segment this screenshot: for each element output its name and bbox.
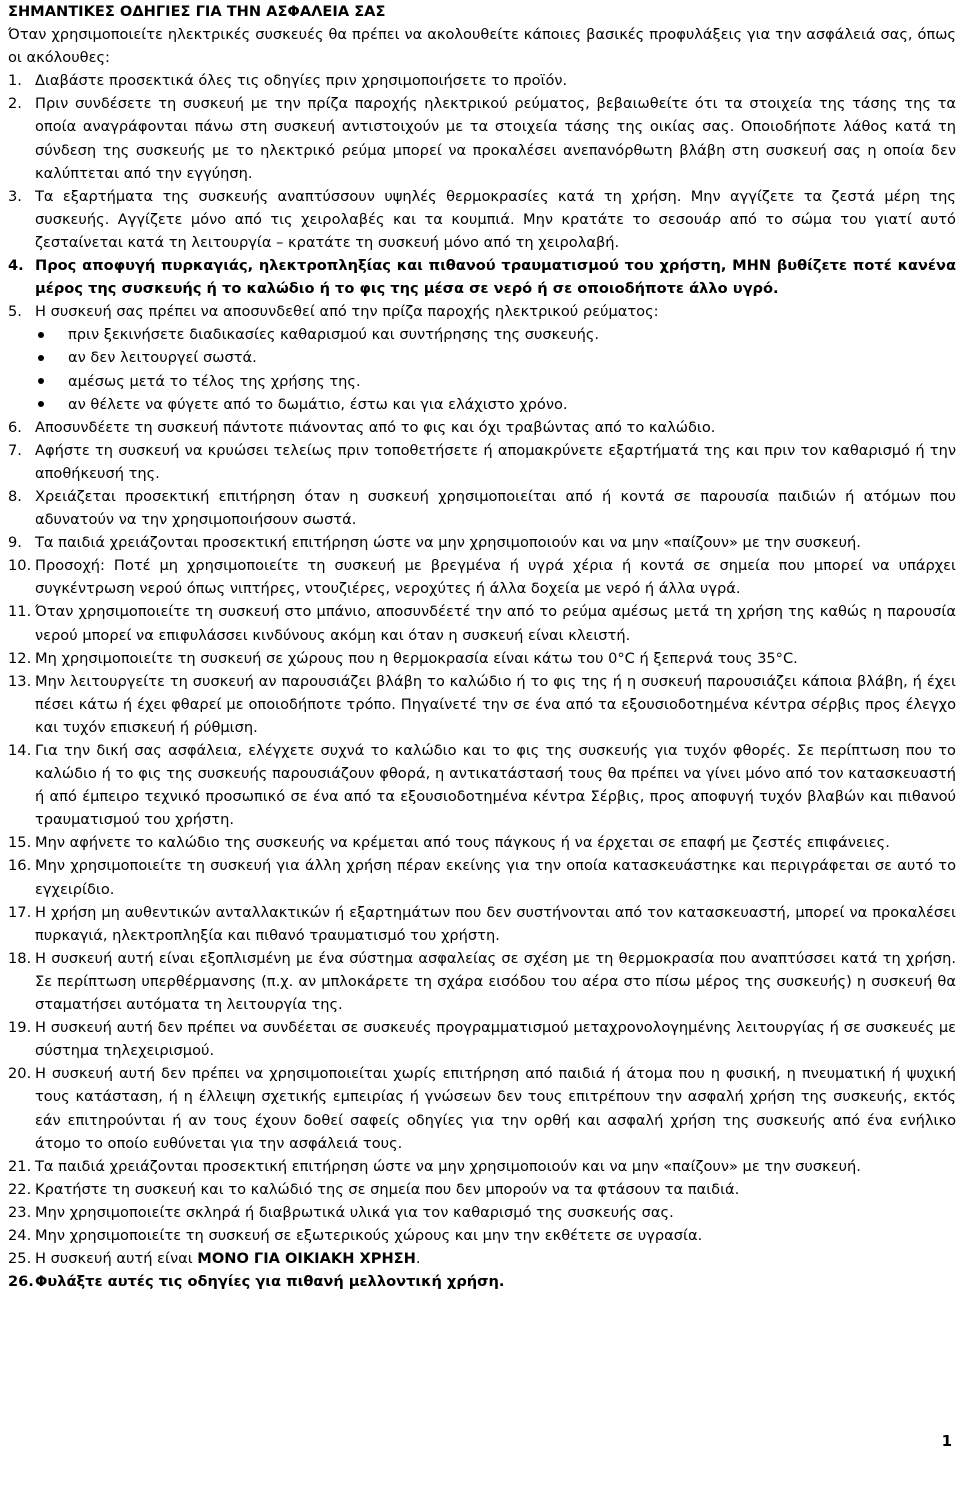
item-text: Μην αφήνετε το καλώδιο της συσκευής να κρέμεται από τους πάγκους ή να έρχεται σε επαφή με ζεστές επιφάνειες. (35, 834, 890, 852)
item-text: Αποσυνδέετε τη συσκευή πάντοτε πιάνοντας από το φις και όχι τραβώντας από το καλώδιο. (35, 418, 716, 436)
bullet-icon (35, 346, 68, 369)
item-number: 1. (8, 72, 22, 90)
item-number: 12. (8, 649, 32, 667)
item-text: Για την δική σας ασφάλεια, ελέγχετε συχνά το καλώδιο και το φις της συσκευής για τυχόν φθορές. Σε περίπτωση που το καλώδιο ή το φις της συσκευής παρουσιάζουν φθορά, η αντικατάστασή τους θα πρέπει να γίνει μόνο από τον κατασκευαστή ή από έμπειρο τεχνικό προσωπικό σε ένα από τα εξουσιοδοτημένα κέντρα Σέρβις, προς αποφυγή τυχόν βλαβών και πιθανού τραυματισμού του χρήστη. (35, 742, 956, 829)
item-text: Η χρήση μη αυθεντικών ανταλλακτικών ή εξαρτημάτων που δεν συστήνονται από τον κατασκευαστή, μπορεί να προκαλέσει πυρκαγιά, ηλεκτροπληξία και πιθανό τραυματισμό του χρήστη. (35, 903, 956, 944)
item-number: 22. (8, 1180, 32, 1198)
item-number: 24. (8, 1226, 32, 1244)
item-number: 14. (8, 742, 32, 759)
list-item (8, 416, 956, 439)
list-item (8, 69, 956, 92)
item-text: Τα παιδιά χρειάζονται προσεκτική επιτήρηση ώστε να μην χρησιμοποιούν και να μην «παίζουν» με την συσκευή. (35, 534, 861, 552)
bullet-item (35, 323, 956, 346)
item-text: Κρατήστε τη συσκευή και το καλώδιό της σε σημεία που δεν μπορούν να τα φτάσουν τα παιδιά. (35, 1180, 740, 1198)
item-number: 3. (8, 187, 22, 205)
bullet-text: αν δεν λειτουργεί σωστά. (68, 349, 257, 367)
item-number: 7. (8, 441, 22, 459)
list-item (8, 1062, 956, 1154)
list-item (8, 647, 956, 670)
list-item (8, 1224, 956, 1247)
list-item (8, 1201, 956, 1224)
item-text: Πριν συνδέσετε τη συσκευή με την πρίζα παροχής ηλεκτρικού ρεύματος, βεβαιωθείτε ότι τα στοιχεία της τάσης της τα οποία αναγράφονται πάνω στη συσκευή αντιστοιχούν με τα στοιχεία τάσης της οικίας σας. Οποιοδήποτε λάθος κατά τη σύνδεση της συσκευής με το ηλεκτρικό ρεύμα μπορεί να προκαλέσει ανεπανόρθωτη βλάβη στη συσκευή σας η οποία δεν καλύπτεται από την εγγύηση. (35, 95, 956, 182)
list-item (8, 485, 956, 531)
bullet-icon (35, 323, 68, 346)
item-number: 18. (8, 949, 32, 967)
item-text: Όταν χρησιμοποιείτε τη συσκευή στο μπάνιο, αποσυνδέετέ την από το ρεύμα αμέσως μετά τη χρήση της καθώς η παρουσία νερού μπορεί να επιφυλάσσει κινδύνους ακόμη και όταν η συσκευή είναι κλειστή. (35, 603, 956, 644)
list-item (8, 300, 956, 415)
bullet-text: αμέσως μετά το τέλος της χρήσης της. (68, 372, 361, 390)
list-item (8, 600, 956, 646)
item-number: 8. (8, 487, 22, 505)
item-text: Η συσκευή αυτή δεν πρέπει να χρησιμοποιείται χωρίς επιτήρηση από παιδιά ή άτομα που η φυσική, η πνευματική ή ψυχική τους κατάσταση, ή η έλλειψη σχετικής εμπειρίας ή γνώσεων δεν τους επιτρέπουν την ασφαλή χρήση της συσκευής, εκτός εάν επιτηρούνται ή αν τους έχουν δοθεί σαφείς οδηγίες για την ορθή και ασφαλή χρήση της συσκευής από ένα ενήλικο άτομο το οποίο ευθύνεται για την ασφάλειά τους. (35, 1065, 956, 1152)
item-text: Προσοχή: Ποτέ μη χρησιμοποιείτε τη συσκευή με βρεγμένα ή υγρά χέρια ή κοντά σε σημεία που μπορεί να υπάρχει συγκέντρωση νερού όπως νιπτήρες, ντουζιέρες, νεροχύτες ή άλλα δοχεία με νερό ή άλλα υγρά. (35, 557, 956, 598)
list-item (8, 854, 956, 900)
item-content (35, 300, 956, 415)
item-text: Μην χρησιμοποιείτε τη συσκευή για άλλη χρήση πέραν εκείνης για την οποία κατασκευάστηκε και περιγράφεται σε αυτό το εγχειρίδιο. (35, 857, 956, 898)
item-number: 25. (8, 1250, 32, 1268)
item-text-before: Η συσκευή αυτή είναι (35, 1250, 198, 1268)
item-number: 20. (8, 1065, 32, 1083)
item-number: 6. (8, 418, 22, 436)
safety-instructions-list (8, 69, 956, 1293)
item-text: Χρειάζεται προσεκτική επιτήρηση όταν η συσκευή χρησιμοποιείται από ή κοντά σε παρουσία παιδιών ή ατόμων που αδυνατούν να την χρησιμοποιήσουν σωστά. (35, 487, 956, 529)
item-number: 15. (8, 834, 32, 852)
item-number: 10. (8, 557, 32, 575)
bullet-item (35, 393, 956, 416)
list-item (8, 1270, 956, 1293)
list-item (8, 831, 956, 854)
list-item (8, 439, 956, 485)
list-item (8, 901, 956, 947)
list-item (8, 1016, 956, 1062)
item-number: 16. (8, 857, 32, 875)
item-number: 9. (8, 534, 22, 552)
item-text: Η συσκευή σας πρέπει να αποσυνδεθεί από την πρίζα παροχής ηλεκτρικού ρεύματος: (35, 303, 659, 321)
document-title: ΣΗΜΑΝΤΙΚΕΣ ΟΔΗΓΙΕΣ ΓΙΑ ΤΗΝ ΑΣΦΑΛΕΙΑ ΣΑΣ (8, 3, 386, 20)
item-number: 21. (8, 1157, 32, 1175)
list-item (8, 531, 956, 554)
item-text-after: . (415, 1250, 421, 1268)
item-number: 26. (8, 1273, 34, 1291)
item-number: 4. (8, 257, 24, 275)
page-number: 1 (941, 1432, 952, 1450)
list-item (8, 1178, 956, 1201)
item-text: Η συσκευή αυτή δεν πρέπει να συνδέεται σε συσκευές προγραμματισμού μεταχρονολογημένης λειτουργίας ή σε συσκευές με σύστημα τηλεχειρισμού. (35, 1019, 956, 1060)
item-text: Μην χρησιμοποιείτε τη συσκευή σε εξωτερικούς χώρους και μην την εκθέτετε σε υγρασία. (35, 1226, 703, 1244)
item-text: Η συσκευή αυτή είναι εξοπλισμένη με ένα σύστημα ασφαλείας σε σχέση με τη θερμοκρασία που αναπτύσσει κατά τη χρήση. Σε περίπτωση υπερθέρμανσης (π.χ. αν μπλοκάρετε τη σχάρα εισόδου του αέρα στο πίσω μέρος της συσκευής) η συσκευή θα σταματήσει αυτόματα τη λειτουργία της. (35, 949, 956, 1014)
list-item (8, 254, 956, 300)
item-text: Αφήστε τη συσκευή να κρυώσει τελείως πριν τοποθετήσετε ή απομακρύνετε εξαρτήματά της και πριν τον καθαρισμό ή την αποθήκευσή της. (35, 441, 956, 482)
list-item (8, 185, 956, 254)
item-number: 23. (8, 1203, 32, 1221)
item-text: Διαβάστε προσεκτικά όλες τις οδηγίες πριν χρησιμοποιήσετε το προϊόν. (35, 72, 568, 90)
item-text: Τα εξαρτήματα της συσκευής αναπτύσσουν υψηλές θερμοκρασίες κατά τη χρήση. Μην αγγίζετε τα ζεστά μέρη της συσκευής. Αγγίζετε μόνο από τις χειρολαβές και τα κουμπιά. Μην κρατάτε το σεσουάρ από το σώμα του γιατί αυτό ζεσταίνεται κατά τη λειτουργία – κρατάτε τη συσκευή μόνο από τη χειρολαβή. (35, 187, 956, 251)
item-number: 13. (8, 672, 32, 690)
item-number: 2. (8, 95, 22, 113)
bullet-text: πριν ξεκινήσετε διαδικασίες καθαρισμού και συντήρησης της συσκευής. (68, 326, 600, 344)
bullet-text: αν θέλετε να φύγετε από το δωμάτιο, έστω και για ελάχιστο χρόνο. (68, 395, 568, 413)
bullet-item (35, 370, 956, 393)
item-text: Μη χρησιμοποιείτε τη συσκευή σε χώρους που η θερμοκρασία είναι κάτω του 0°C ή ξεπερνά τους 35°C. (35, 649, 798, 667)
list-item (8, 1155, 956, 1178)
item-number: 17. (8, 903, 32, 921)
list-item (8, 554, 956, 600)
item-number: 5. (8, 303, 22, 321)
item-text: Μην χρησιμοποιείτε σκληρά ή διαβρωτικά υλικά για τον καθαρισμό της συσκευής σας. (35, 1203, 674, 1221)
item-text (35, 1247, 956, 1270)
household-use-notice: ΜΟΝΟ ΓΙΑ ΟΙΚΙΑΚΗ ΧΡΗΣΗ (197, 1250, 416, 1268)
item-number: 11. (8, 603, 32, 621)
list-item (8, 670, 956, 739)
bullet-list (35, 323, 956, 415)
document-page (8, 0, 956, 1293)
list-item (8, 92, 956, 184)
item-text: Προς αποφυγή πυρκαγιάς, ηλεκτροπληξίας και πιθανού τραυματισμού του χρήστη, ΜΗΝ βυθίζετε ποτέ κανένα μέρος της συσκευής ή το καλώδιο ή το φις της μέσα σε νερό ή σε οποιοδήποτε άλλο υγρό. (35, 257, 956, 298)
item-text: Τα παιδιά χρειάζονται προσεκτική επιτήρηση ώστε να μην χρησιμοποιούν και να μην «παίζουν» με την συσκευή. (35, 1157, 861, 1175)
item-text: Μην λειτουργείτε τη συσκευή αν παρουσιάζει βλάβη το καλώδιο ή το φις της ή η συσκευή παρουσιάζει κάποια βλάβη, ή έχει πέσει κάτω ή έχει φθαρεί με οποιοδήποτε τρόπο. Πηγαίνετέ την σε ένα από τα εξουσιοδοτημένα κέντρα σέρβις προς έλεγχο και τυχόν επισκευή ή ρύθμιση. (35, 672, 956, 736)
list-item (8, 947, 956, 1016)
list-item (8, 1247, 956, 1270)
bullet-icon (35, 393, 68, 416)
item-number: 19. (8, 1019, 32, 1037)
intro-paragraph: Όταν χρησιμοποιείτε ηλεκτρικές συσκευές θα πρέπει να ακολουθείτε κάποιες βασικές προφυλάξεις για την ασφάλειά σας, όπως οι ακόλουθες: (8, 26, 956, 67)
bullet-item (35, 346, 956, 369)
list-item (8, 739, 956, 831)
item-text: Φυλάξτε αυτές τις οδηγίες για πιθανή μελλοντική χρήση. (35, 1273, 505, 1291)
bullet-icon (35, 370, 68, 393)
